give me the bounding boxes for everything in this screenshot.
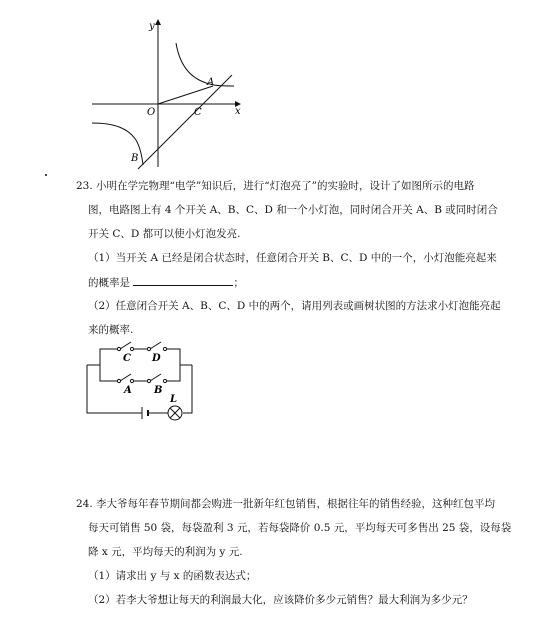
margin-dot bbox=[45, 174, 47, 176]
q23-part2-line2: 来的概率. bbox=[88, 324, 134, 336]
q24-line1: 24. 李大爷每年春节期间都会购进一批新年红包销售，根据往年的销售经验，这种红包平均 bbox=[76, 498, 496, 510]
lamp-label: L bbox=[170, 394, 178, 405]
circuit-junction-left bbox=[87, 349, 118, 381]
switch-b bbox=[150, 374, 161, 381]
q23-part2-line1: （2）任意闭合开关 A、B、C、D 中的两个，请用列表或画树状图的方法求小灯泡能亮起 bbox=[88, 300, 501, 312]
switch-d-label: D bbox=[152, 353, 161, 364]
switch-c bbox=[120, 342, 131, 349]
contact bbox=[130, 347, 133, 350]
answer-blank[interactable] bbox=[133, 275, 233, 286]
point-b-label: B bbox=[131, 153, 139, 164]
switch-a-label: A bbox=[124, 385, 132, 396]
y-axis-label: y bbox=[149, 21, 155, 32]
q23-part1-line2 bbox=[88, 275, 244, 290]
contact bbox=[147, 347, 150, 350]
q24-line3: 降 x 元，平均每天的利润为 y 元. bbox=[88, 546, 243, 558]
contact bbox=[130, 379, 133, 382]
contact bbox=[117, 347, 120, 350]
q24-part1: （1）请求出 y 与 x 的函数表达式； bbox=[88, 570, 257, 582]
point-c-label: C bbox=[194, 107, 202, 118]
hyperbola-branch-upper bbox=[176, 43, 234, 86]
q23-part1-prefix: 的概率是 bbox=[88, 277, 130, 289]
contact bbox=[117, 379, 120, 382]
contact bbox=[163, 379, 166, 382]
circuit-junction-right bbox=[166, 349, 192, 381]
contact bbox=[163, 347, 166, 350]
q23-part1-line1: （1）当开关 A 已经是闭合状态时，任意闭合开关 B、C、D 中的一个，小灯泡能亮起来 bbox=[88, 252, 497, 264]
line-bca bbox=[138, 75, 232, 169]
switch-d bbox=[150, 342, 161, 349]
switch-a bbox=[120, 374, 131, 381]
switch-c-label: C bbox=[123, 353, 131, 364]
switch-b-label: B bbox=[154, 385, 163, 396]
contact bbox=[147, 379, 150, 382]
circuit-diagram bbox=[80, 335, 200, 427]
circuit-wire-right bbox=[183, 365, 192, 413]
segment-oa bbox=[158, 86, 213, 104]
q23-line2: 图，电路图上有 4 个开关 A、B、C、D 和一个小灯泡，同时闭合开关 A、B 或同时闭合 bbox=[88, 204, 498, 216]
q24-part2: （2）若李大爷想让每天的利润最大化，应该降价多少元销售？最大利润为多少元？ bbox=[88, 594, 473, 606]
origin-label: O bbox=[147, 107, 156, 118]
q23-line1: 23. 小明在学完物理“电学”知识后，进行“灯泡亮了”的实验时，设计了如图所示的电路 bbox=[76, 180, 475, 192]
q24-line2: 每天可销售 50 袋，每袋盈利 3 元，若每袋降价 0.5 元，平均每天可多售出 25 袋，设每袋 bbox=[88, 522, 512, 534]
x-axis-label: x bbox=[235, 106, 241, 117]
function-graph bbox=[88, 15, 253, 170]
q23-part1-suffix: ； bbox=[233, 277, 244, 289]
point-a-label: A bbox=[207, 77, 215, 88]
q23-line3: 开关 C、D 都可以使小灯泡发亮. bbox=[88, 228, 241, 240]
